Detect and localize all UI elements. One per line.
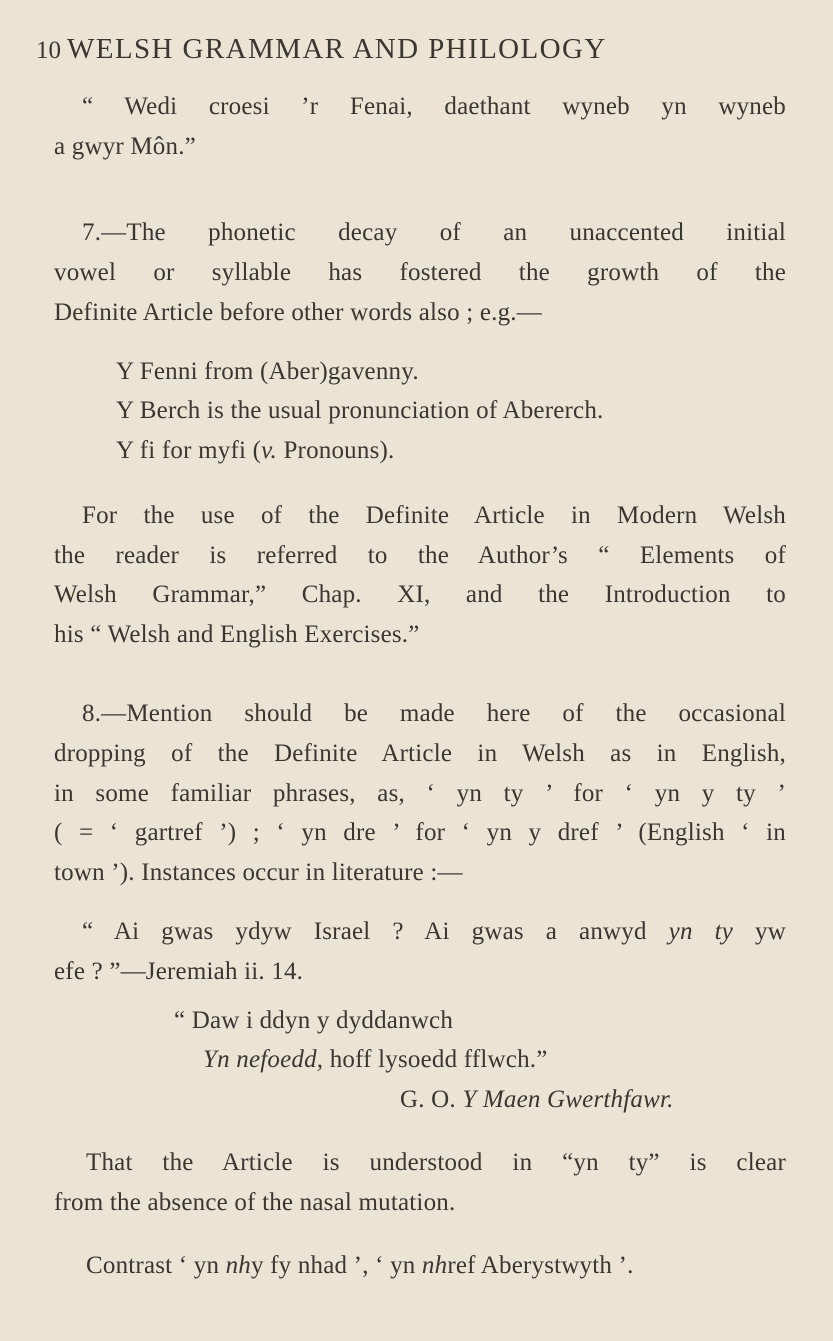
example-line: Y Berch is the usual pronunciation of Abererch. — [116, 397, 604, 424]
running-header — [36, 32, 756, 68]
verse-line: Yn nefoedd, hoff lysoedd fflwch.” — [203, 1046, 548, 1073]
paragraph-line: from the absence of the nasal mutation. — [54, 1189, 456, 1216]
paragraph-line: That the Article is understood in “yn ty” is clear — [86, 1149, 786, 1176]
paragraph-line: Contrast ‘ yn nhy fy nhad ’, ‘ yn nhref Aberystwyth ’. — [86, 1252, 634, 1279]
paragraph-line: in some familiar phrases, as, ‘ yn ty ’ for ‘ yn y ty ’ — [54, 780, 786, 807]
paragraph-line: the reader is referred to the Author’s “ Elements of — [54, 542, 786, 569]
running-title: WELSH GRAMMAR AND PHILOLOGY — [67, 33, 607, 65]
paragraph-line: 8.—Mention should be made here of the occasional — [82, 700, 786, 727]
paragraph-line: his “ Welsh and English Exercises.” — [54, 621, 420, 648]
paragraph-line: Welsh Grammar,” Chap. XI, and the Introduction to — [54, 581, 786, 608]
page-number: 10 — [36, 37, 61, 64]
quote-line: a gwyr Môn.” — [54, 133, 196, 160]
paragraph-line: 7.—The phonetic decay of an unaccented initial — [82, 219, 786, 246]
paragraph-line: For the use of the Definite Article in Modern Welsh — [82, 502, 786, 529]
paragraph-line: town ’). Instances occur in literature :— — [54, 859, 463, 886]
paragraph-line: vowel or syllable has fostered the growth of the — [54, 259, 786, 286]
quote-line: efe ? ”—Jeremiah ii. 14. — [54, 958, 304, 985]
paragraph-line: ( = ‘ gartref ’) ; ‘ yn dre ’ for ‘ yn y dref ’ (English ‘ in — [54, 819, 786, 846]
example-line: Y Fenni from (Aber)gavenny. — [116, 358, 419, 385]
quote-line: “ Wedi croesi ’r Fenai, daethant wyneb yn wyneb — [82, 93, 786, 120]
paragraph-line: dropping of the Definite Article in Welsh as in English, — [54, 740, 786, 767]
verse-line: “ Daw i ddyn y dyddanwch — [174, 1007, 454, 1034]
example-line: Y fi for myfi (v. Pronouns). — [116, 437, 395, 464]
quote-line: “ Ai gwas ydyw Israel ? Ai gwas a anwyd yn ty yw — [82, 918, 786, 945]
paragraph-line: Definite Article before other words also ; e.g.— — [54, 299, 542, 326]
verse-attribution: G. O. Y Maen Gwerthfawr. — [400, 1086, 674, 1113]
